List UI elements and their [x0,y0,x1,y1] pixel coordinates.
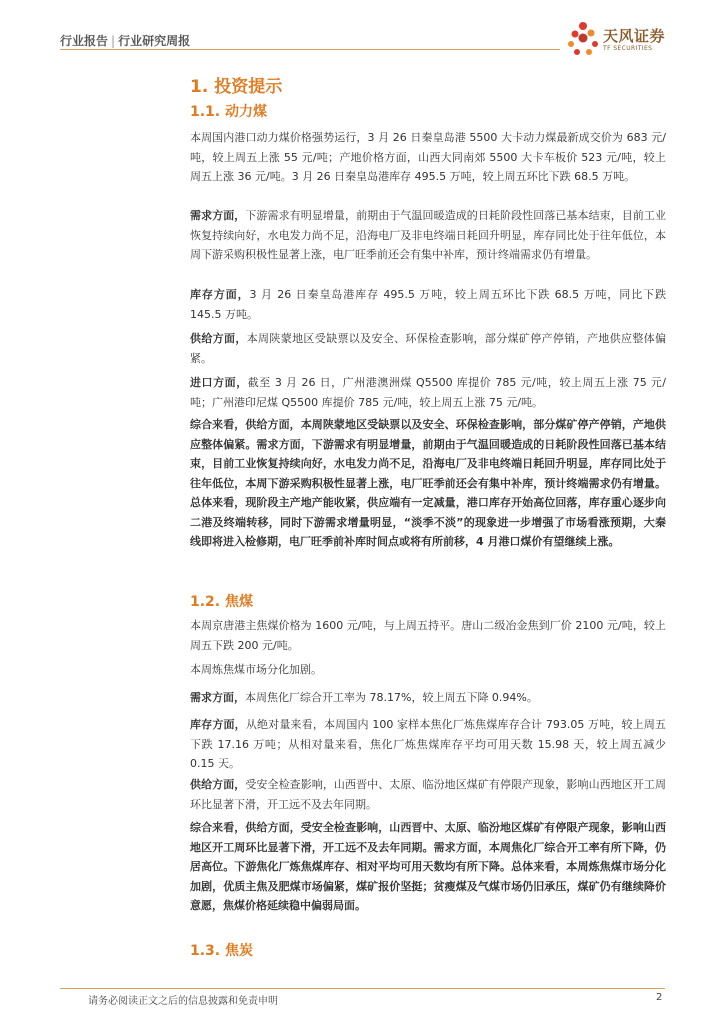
coking-demand-text: 本周焦化厂综合开工率为 78.17%，较上周五下降 0.94%。 [245,691,538,704]
logo-subtitle: TF SECURITIES [603,45,653,52]
coking-paragraph-market: 本周炼焦煤市场分化加剧。 [190,663,322,676]
coal-supply-text: 本周陕蒙地区受缺票以及安全、环保检查影响，部分煤矿停产停销，产地供应整体偏紧。 [190,332,667,365]
coal-supply-lead: 供给方面， [190,332,247,345]
coal-paragraph-price: 本周国内港口动力煤价格强势运行，3 月 26 日秦皇岛港 5500 大卡动力煤最新成交价为 683 元/吨，较上周五上涨 55 元/吨；产地价格方面，山西大同南郊 5500 大卡车板价 523 元/吨，较上周五上涨 36 元/吨。3 月 26 日秦皇岛港库存 495.5 万吨，较上周五环比下跌 68.5 万吨。 [190,131,666,183]
coal-paragraph-import [190,373,666,412]
header-rule [60,49,560,50]
section-title-thermal-coal: 1.1. 动力煤 [190,104,267,120]
coal-paragraph-summary: 综合来看，供给方面，本周陕蒙地区受缺票以及安全、环保检查影响，部分煤矿停产停销，产地供应整体偏紧。需求方面，下游需求有明显增量，前期由于气温回暖造成的日耗阶段性回落已基本结束，目前工业恢复持续向好，水电发力尚不足，沿海电厂及非电终端日耗回升明显，库存同比处于往年低位，本周下游采购积极性显著上涨，电厂旺季前还会有集中补库，预计终端需求仍有增量。总体来看，现阶段主产地产能收紧，供应端有一定减量，港口库存开始高位回落，库存重心逐步向二港及终端转移，同时下游需求增量明显，“淡季不淡”的现象进一步增强了市场看涨预期，大秦线即将进入检修期，电厂旺季前补库时间点或将有所前移，4 月港口煤价有望继续上涨。 [190,418,666,548]
page-number: 2 [656,992,663,1003]
coal-demand-lead: 需求方面， [190,209,246,222]
coal-paragraph-inventory [190,285,666,324]
coal-import-text: 截至 3 月 26 日，广州港澳洲煤 Q5500 库提价 785 元/吨，较上周五上涨 75 元/吨；广州港印尼煤 Q5500 库提价 785 元/吨，较上周五上涨 75 元/吨。 [190,376,666,409]
coking-paragraph-summary: 综合来看，供给方面，受安全检查影响，山西晋中、太原、临汾地区煤矿有停限产现象，影响山西地区开工周环比显著下滑，开工远不及去年同期。需求方面，本周焦化厂综合开工率有所下降，仍居高位。下游焦化厂炼焦煤库存、相对平均可用天数均有所下降。总体来看，本周炼焦煤市场分化加剧，优质主焦及肥煤市场偏紧，煤矿报价坚挺；贫瘦煤及气煤市场仍旧承压，煤矿仍有继续降价意愿，焦煤价格延续稳中偏弱局面。 [190,821,666,912]
section-title-coking-coal: 1.2. 焦煤 [190,594,253,610]
section-title-investment: 1. 投资提示 [190,77,283,97]
coking-paragraph-price: 本周京唐港主焦煤价格为 1600 元/吨，与上周五持平。唐山二级冶金焦到厂价 2100 元/吨，较上周五下跌 200 元/吨。 [190,619,666,652]
coal-paragraph-demand [190,206,666,265]
logo-name: 天风证券 [603,27,666,45]
coal-inventory-text: 3 月 26 日秦皇岛港库存 495.5 万吨，较上周五环比下跌 68.5 万吨，同比下跌 145.5 万吨。 [190,288,667,321]
coal-demand-text: 下游需求有明显增量，前期由于气温回暖造成的日耗阶段性回落已基本结束，目前工业恢复持续向好，水电发力尚不足，沿海电厂及非电终端日耗回升明显，库存同比处于往年低位，本周下游采购积极性显著上涨，电厂旺季前还会有集中补库，预计终端需求仍有增量。 [190,209,666,261]
header-category: 行业报告 [60,34,109,48]
coking-supply-text: 受安全检查影响，山西晋中、太原、临汾地区煤矿有停限产现象，影响山西地区开工周环比显著下滑，开工远不及去年同期。 [190,778,666,811]
coal-inventory-lead: 库存方面， [190,288,250,301]
header-breadcrumb: 行业报告 | 行业研究周报 [60,34,191,48]
coking-inventory-lead: 库存方面， [190,718,246,731]
coking-supply-lead: 供给方面， [190,778,246,791]
coal-import-lead: 进口方面， [190,376,248,389]
coking-inventory-text: 从绝对量来看，本周国内 100 家样本焦化厂炼焦煤库存合计 793.05 万吨，较上周五下跌 17.16 万吨；从相对量来看，焦化厂炼焦煤库存平均可用天数 15.98 天，较上周五减少 0.15 天。 [190,718,666,770]
header-sub-category: 行业研究周报 [118,34,191,48]
coking-paragraph-supply [190,775,666,814]
footer-rule [60,988,665,989]
company-logo [565,20,695,60]
coking-paragraph-demand [190,688,666,708]
coking-paragraph-inventory [190,715,666,774]
coking-demand-lead: 需求方面， [190,691,245,704]
logo-mark-icon [565,20,601,60]
coal-paragraph-supply [190,329,666,368]
footer-disclaimer: 请务必阅读正文之后的信息披露和免责申明 [88,996,278,1007]
section-title-coke: 1.3. 焦炭 [190,943,253,959]
